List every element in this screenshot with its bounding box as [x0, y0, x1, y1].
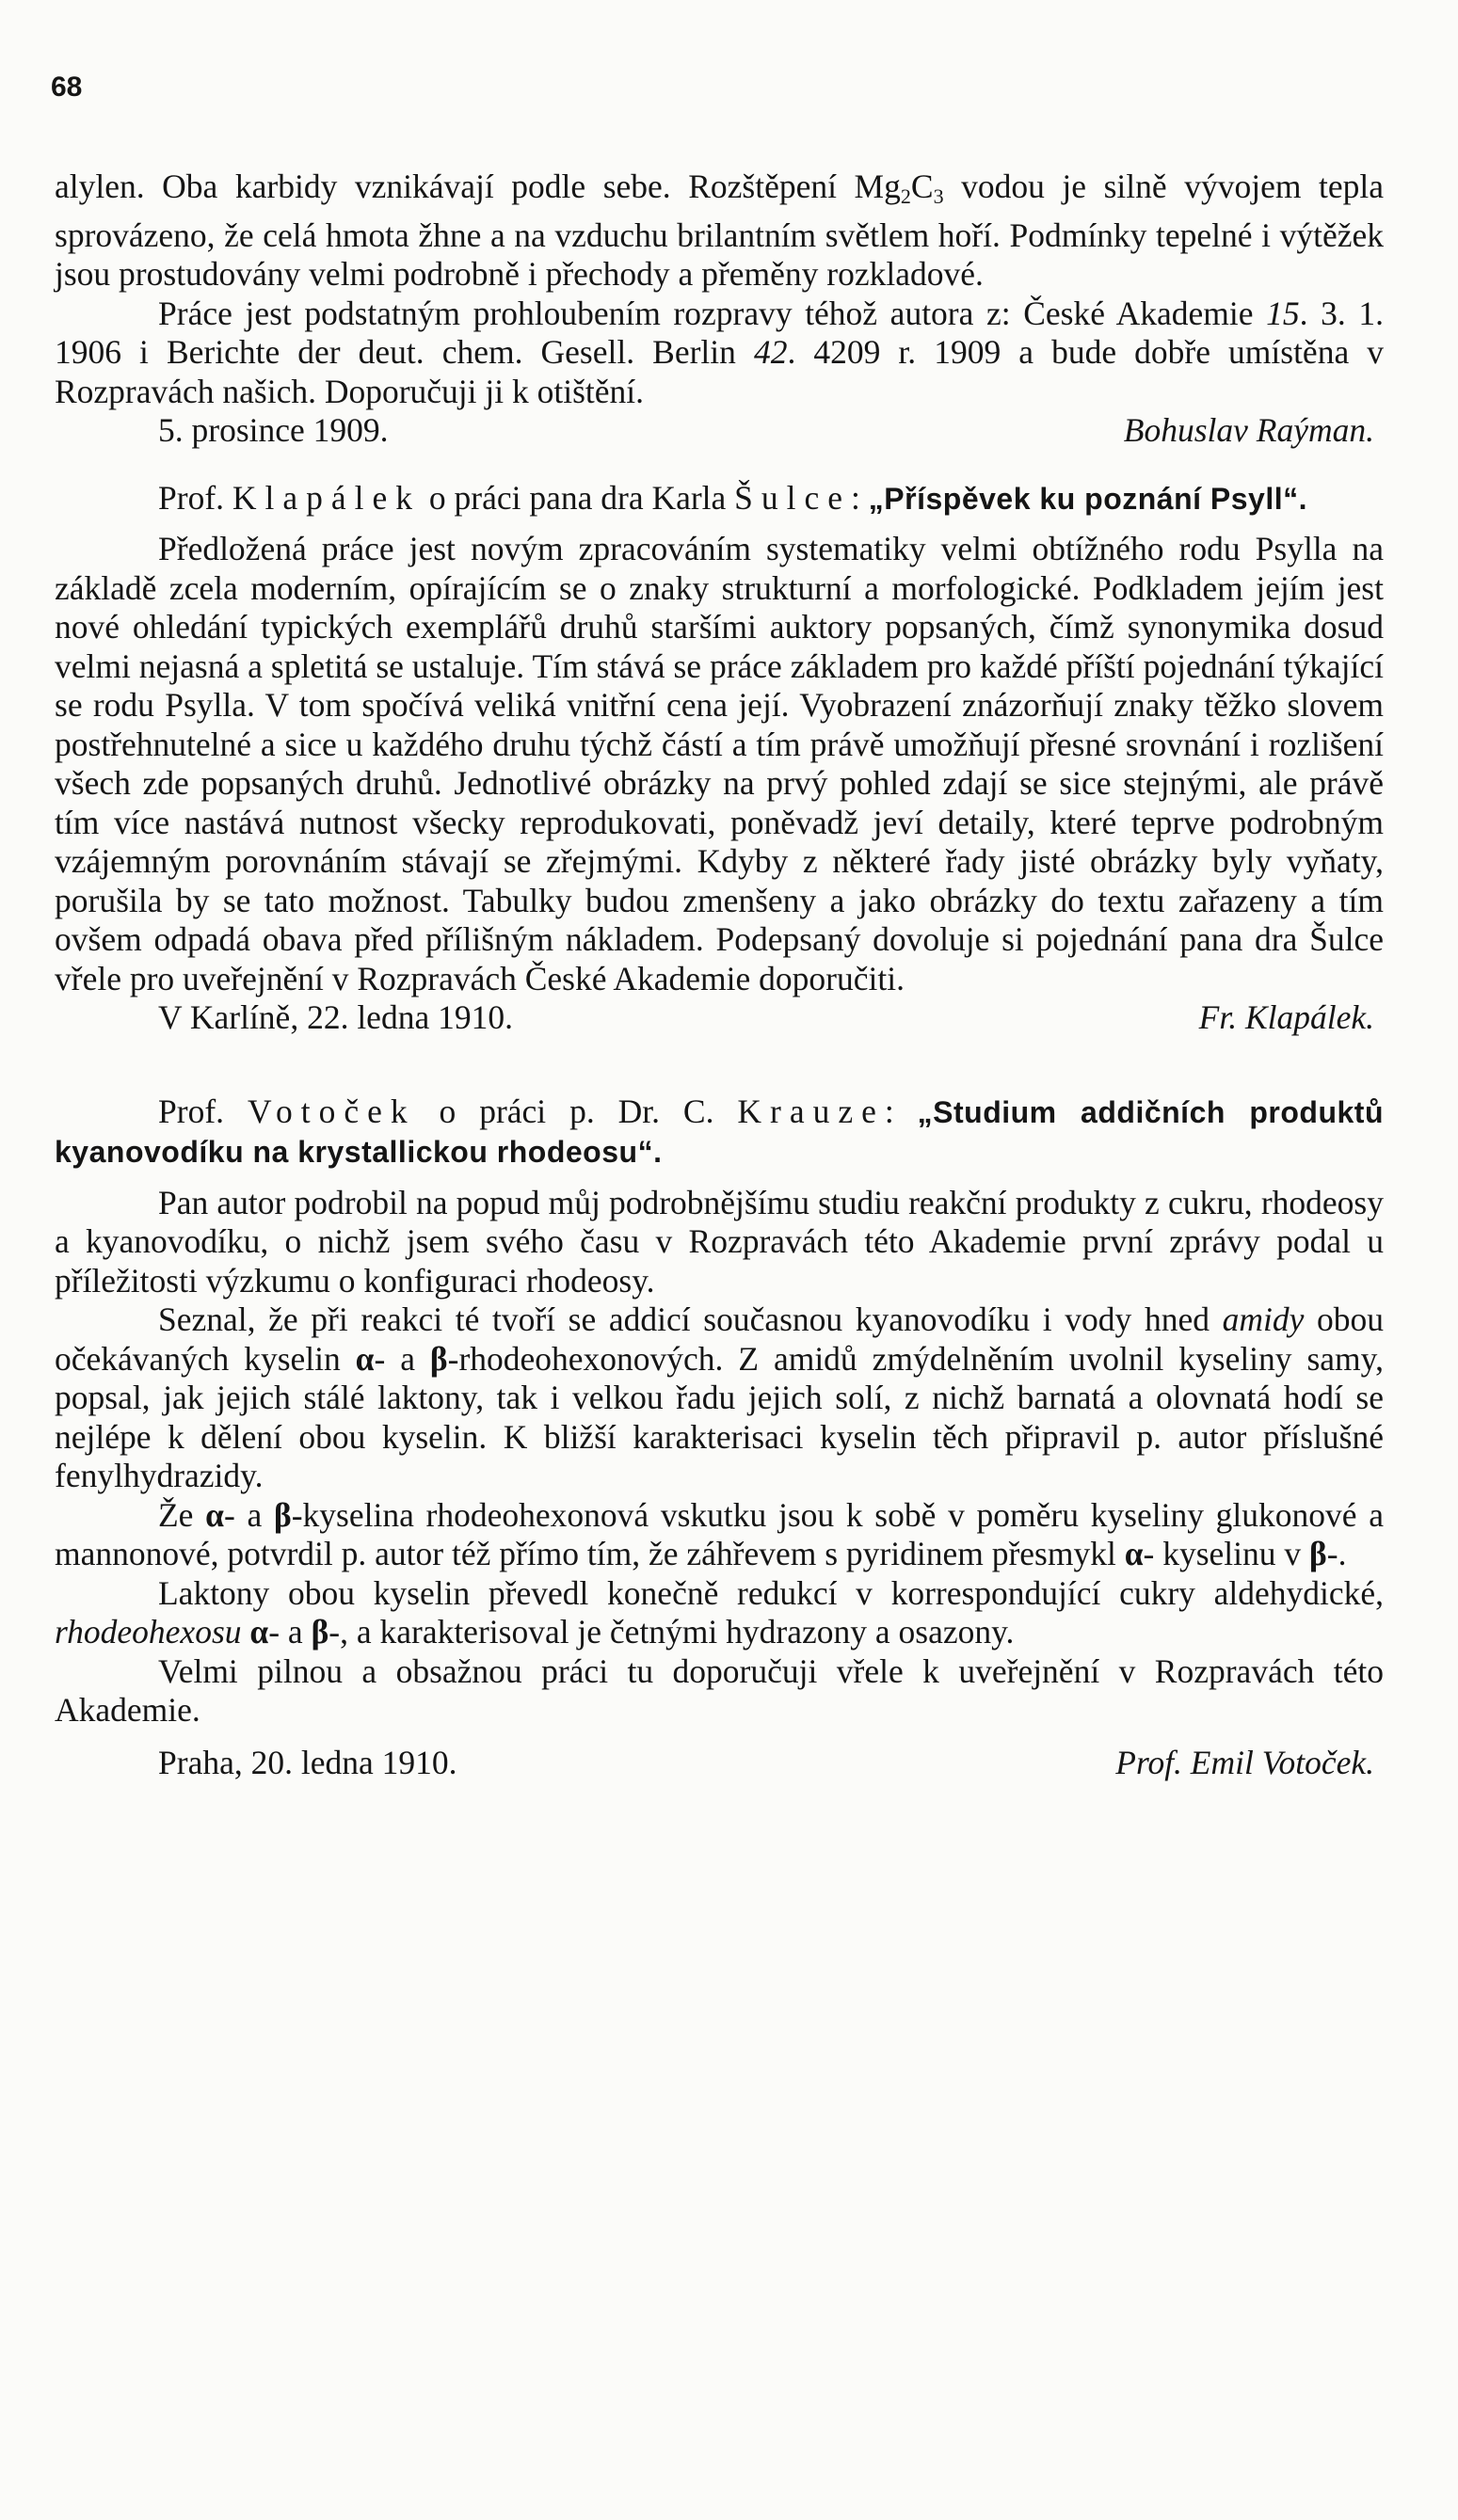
reviewer-signature: Bohuslav Raýman. — [1123, 411, 1374, 449]
review-date: Praha, 20. ledna 1910. — [158, 1743, 457, 1781]
paragraph: Velmi pilnou a obsažnou práci tu doporučuji vřele k uveřejnění v Rozpravách této Akademie. — [55, 1651, 1384, 1729]
paragraph: Seznal, že při reakci té tvoří se addicí současnou kyanovodíku i vody hned amidy obou očekávaných kyselin α- a β-rhodeohexonových. Z amidů zmýdelněním uvolnil kyseliny samy, popsal, jak jejich stálé laktony, tak i velkou řadu jejich solí, z nichž barnatá a olovnatá hodí se nejlépe k dělení obou kyselin. K bližší karakterisaci kyselin těch připravil p. autor příslušné fenylhydrazidy. — [55, 1300, 1384, 1494]
reviewer-signature: Prof. Emil Votoček. — [1115, 1743, 1374, 1781]
paragraph: Laktony obou kyselin převedl konečně redukcí v korrespondující cukry aldehydické, rhodeohexosu α- a β-, a karakterisoval je četnými hydrazony a osazony. — [55, 1573, 1384, 1651]
page-body — [55, 167, 1384, 1782]
review-date: 5. prosince 1909. — [158, 411, 389, 449]
signature-line — [55, 1744, 1384, 1783]
signature-line — [55, 411, 1384, 451]
reviewer-signature: Fr. Klapálek. — [1198, 998, 1374, 1036]
paragraph: alylen. Oba karbidy vznikávají podle sebe. Rozštěpení Mg2C3 vodou je silně vývojem tepla sprovázeno, že celá hmota žhne a na vzduchu brilantním světlem hoří. Podmínky tepelné i výtěžek jsou prostudovány velmi podrobně i přechody a přeměny rozkladové. — [55, 167, 1385, 293]
page-number: 68 — [51, 72, 83, 103]
paper-title: „Studium addičních produktů kyanovodíku na krystallickou rhodeosu“. — [55, 1094, 1384, 1169]
paper-title: „Příspěvek ku poznání Psyll“. — [868, 481, 1308, 516]
review-date: V Karlíně, 22. ledna 1910. — [158, 998, 513, 1036]
paragraph: Pan autor podrobil na popud můj podrobnějšímu studiu reakční produkty z cukru, rhodeosy a kyanovodíku, o nichž jsem svého času v Rozpravách této Akademie první zprávy podal u příležitosti výzkumu o konfiguraci rhodeosy. — [55, 1183, 1384, 1300]
signature-line — [55, 998, 1384, 1038]
paragraph: Že α- a β-kyselina rhodeohexonová vskutku jsou k sobě v poměru kyseliny glukonové a mannonové, potvrdil p. autor též přímo tím, že záhřevem s pyridinem přesmykl α- kyselinu v β-. — [55, 1495, 1384, 1572]
section-heading: Prof. Votoček o práci p. Dr. C. Krauze: „Studium addičních produktů kyanovodíku na krystallickou rhodeosu“. — [55, 1092, 1384, 1169]
paragraph: Práce jest podstatným prohloubením rozpravy téhož autora z: České Akademie 15. 3. 1. 1906 i Berichte der deut. chem. Gesell. Berlin 42. 4209 r. 1909 a bude dobře umístěna v Rozpravách našich. Doporučuji ji k otištění. — [55, 294, 1385, 410]
section-heading: Prof. Klapálek o práci pana dra Karla Šulce: „Příspěvek ku poznání Psyll“. — [158, 478, 1308, 517]
paragraph: Předložená práce jest novým zpracováním systematiky velmi obtížného rodu Psylla na základě zcela moderním, opírajícím se o znaky strukturní a morfologické. Podkladem jejím jest nové ohledání typických exemplářů druhů staršími auktory popsaných, čímž synonymika dosud velmi nejasná a spletitá se ustaluje. Tím stává se práce základem pro každé příští pojednání týkající se rodu Psylla. V tom spočívá veliká vnitřní cena její. Vyobrazení znázorňují znaky těžko slovem postřehnutelné a sice u každého druhu týchž částí a tím právě umožňují přesné srovnání i rozlišení všech zde popsaných druhů. Jednotlivé obrázky na prvý pohled zdají se sice stejnými, ale právě tím více nastává nutnost všecky reprodukovati, poněvadž jeví detaily, které teprve podrobným vzájemným porovnáním stávají se zřejmými. Kdyby z některé řady jisté obrázky byly vyňaty, porušila by se tato možnost. Tabulky budou zmenšeny a jako obrázky do textu zařazeny a tím ovšem odpadá obava před přílišným nákladem. Podepsaný dovoluje si pojednání pana dra Šulce vřele pro uveřejnění v Rozpravách České Akademie doporučiti. — [55, 530, 1384, 997]
